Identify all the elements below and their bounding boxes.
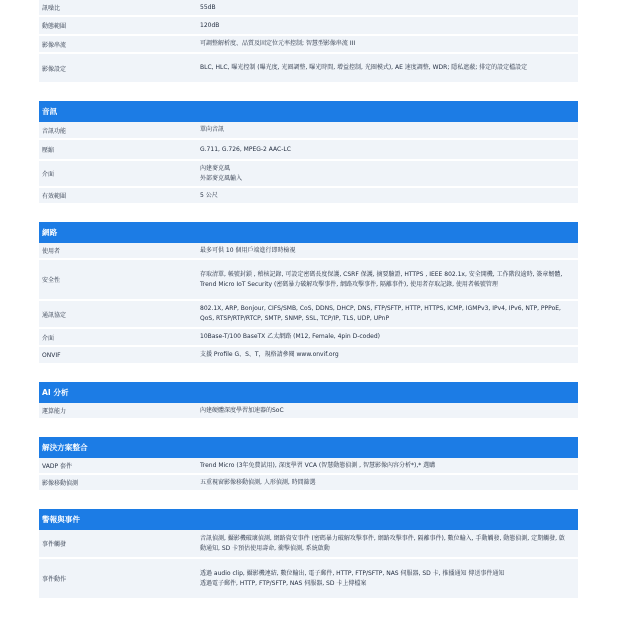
spec-row [39, 161, 578, 188]
spec-row [39, 559, 578, 600]
spec-value: 音訊偵測, 攝影機破壞偵測, 網路資安事件 (密碼暴力破解攻擊事件, 網路攻擊事件, 隔離事件), 數位輸入, 手動觸發, 動態偵測, 定期觸發, 啟動通知, SD 卡預估使用壽命, 衝擊偵測, 系統啟動 [200, 534, 565, 552]
spec-row [39, 54, 578, 84]
spec-value: Trend Micro (3年免費試用), 深度學習 VCA (智慧動態偵測 , 智慧影像內容分析*),* 選購 [200, 461, 436, 469]
spec-row [39, 475, 578, 492]
spec-value: 55dB [200, 3, 216, 11]
spec-row [39, 188, 578, 205]
spec-label: ONVIF [42, 351, 61, 359]
spec-value-line: 外部麥克風輸入 [200, 174, 243, 182]
spec-label: 事件動作 [42, 576, 67, 583]
spec-value: BLC, HLC, 曝光控制 (曝光度, 光圈調整, 曝光時間, 增益控制, 光圈模式), AE 速度調整, WDR; 隱私遮蔽; 排定的設定檔設定 [200, 64, 528, 72]
spec-label: 動態範圍 [42, 23, 67, 30]
spec-label: 事件觸發 [42, 541, 67, 548]
section-header-network: 網路 [39, 222, 578, 243]
spec-value: 5 公尺 [200, 191, 218, 199]
spec-label: 壓縮 [42, 147, 55, 154]
spec-row [39, 0, 578, 17]
spec-row [39, 17, 578, 36]
section-header-alarms: 警報與事件 [39, 509, 578, 530]
spec-value: 五重視窗影像移動偵測, 人形偵測, 時間篩選 [200, 478, 316, 486]
spec-row [39, 243, 578, 260]
spec-row [39, 403, 578, 420]
spec-row [39, 301, 578, 329]
spec-value: 支援 Profile G、S、T，規格請參閱 www.onvif.org [200, 351, 339, 359]
section-header-integration: 解決方案整合 [39, 437, 578, 458]
spec-label: VADP 套件 [42, 463, 72, 470]
spec-label: 影像串流 [42, 41, 67, 49]
spec-value-line: 內建麥克風 [200, 164, 231, 172]
spec-label: 運算能力 [42, 408, 67, 415]
spec-value-line: 透過電子郵件, HTTP, FTP/SFTP, NAS 伺服器, SD 卡上傳檔案 [200, 579, 367, 587]
spec-label: 影像移動偵測 [42, 480, 79, 487]
spec-label: 介面 [42, 171, 55, 178]
section-header-audio: 音訊 [39, 101, 578, 122]
spec-value: 可調整解析度、品質及固定位元率控制; 智慧型影像串流 III [200, 40, 356, 48]
spec-value [200, 569, 578, 588]
spec-label: 使用者 [42, 248, 61, 255]
spec-label: 影像設定 [42, 65, 67, 73]
spec-row [39, 458, 578, 475]
spec-row [39, 347, 578, 365]
spec-label: 有效範圍 [42, 193, 67, 200]
spec-row [39, 36, 578, 54]
spec-value-line: 透過 audio clip, 攝影機連結, 數位輸出, 電子郵件, HTTP, FTP/SFTP, NAS 伺服器, SD 卡, 推播通知 傳送事件通知 [200, 569, 505, 577]
spec-label: 音訊功能 [42, 127, 67, 135]
spec-value: 最多可供 10 個用戶端進行即時檢視 [200, 246, 296, 254]
spec-sheet [39, 0, 578, 600]
spec-value: 802.1X, ARP, Bonjour, CIFS/SMB, CoS, DDNS, DHCP, DNS, FTP/SFTP, HTTP, HTTPS, ICMP, IGMPv3, IPv4, IPv6, NTP, PPPoE, QoS, RTSP/RTP/RTCP, SMTP, SNMP, SSL, TCP/IP, TLS, UDP, UPnP [200, 305, 561, 322]
spec-label: 介面 [42, 334, 55, 342]
spec-row [39, 140, 578, 161]
spec-row [39, 329, 578, 347]
section-header-ai: AI 分析 [39, 382, 578, 403]
spec-label: 訊噪比 [42, 5, 61, 12]
spec-value: 10Base-T/100 BaseTX 乙太網路 (M12, Female, 4pin D-coded) [200, 333, 380, 341]
spec-label: 通訊協定 [42, 311, 67, 319]
spec-value: 120dB [200, 21, 220, 29]
spec-value [200, 164, 578, 183]
spec-row [39, 260, 578, 301]
spec-value: 內建硬體深度學習加速器的SoC [200, 406, 284, 414]
spec-label: 安全性 [42, 277, 61, 284]
spec-value: G.711, G.726, MPEG-2 AAC-LC [200, 145, 291, 153]
spec-row [39, 122, 578, 140]
spec-value: 單向音訊 [200, 126, 225, 134]
spec-row [39, 530, 578, 559]
spec-value: 存取清單, 帳號封鎖 , 稽核記錄, 可設定密碼長度保護, CSRF 保護, 摘要驗證, HTTPS , IEEE 802.1x, 安全開機, 工作階段逾時, 簽章韌體, Trend Micro IoT Security (密碼暴力破解攻擊事件, 網路攻擊事件, 隔離事件), 使用者存取記錄, 使用者帳號管理 [200, 270, 563, 288]
